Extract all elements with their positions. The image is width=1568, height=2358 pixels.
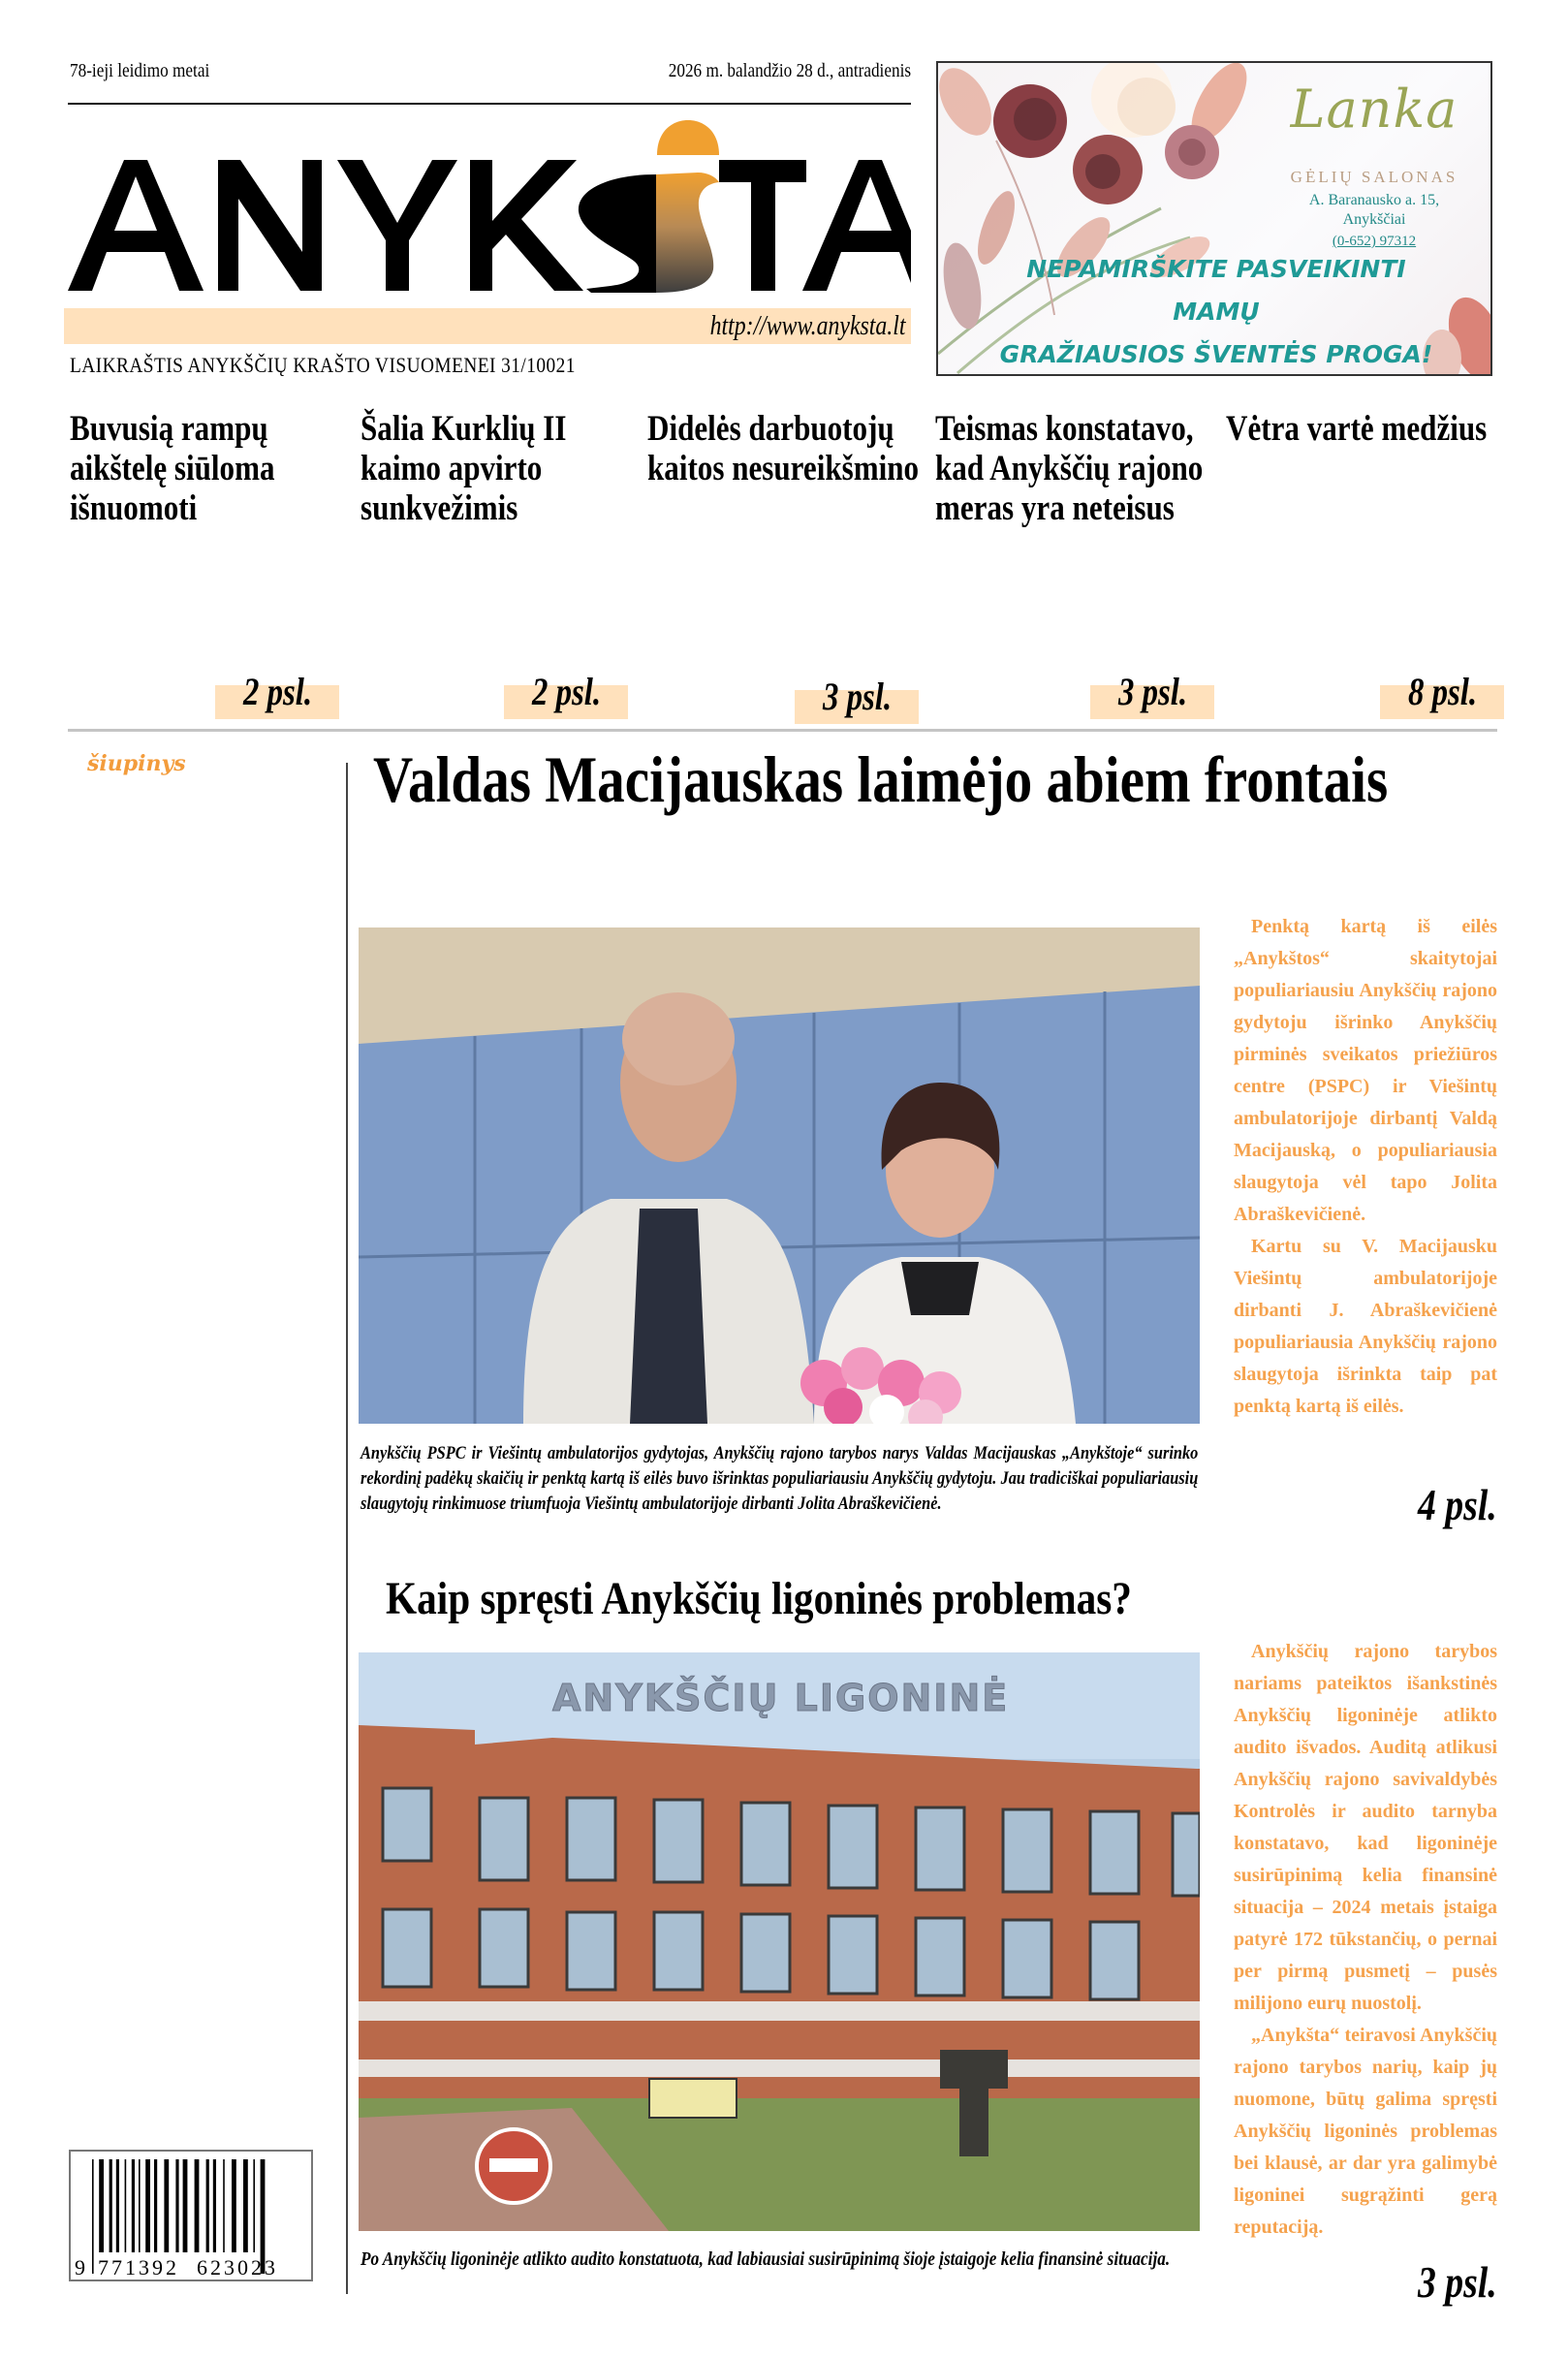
teaser-page-ref[interactable] xyxy=(1090,669,1214,717)
ad-address-street: A. Baranausko a. 15, xyxy=(1308,192,1440,208)
section-label[interactable]: šiupinys xyxy=(87,751,186,776)
barcode-digits-left: 771392 xyxy=(98,2255,179,2279)
barcode-digit-prefix: 9 xyxy=(75,2255,85,2279)
intro-paragraph: Kartu su V. Macijausku Viešintų ambulatorijoje dirbanti J. Abraškevičienė populiariausia Anykščių rajono slaugytoja išrinkta taip pat penktą kartą iš eilės. xyxy=(1234,1236,1497,1417)
barcode-digits-right: 623023 xyxy=(197,2255,278,2279)
barcode-bar xyxy=(223,2159,225,2252)
page-ref-text[interactable]: 2 psl. xyxy=(243,670,313,713)
teaser-headline[interactable] xyxy=(647,409,928,488)
teaser-headline[interactable] xyxy=(935,409,1216,528)
article-page-ref-text[interactable]: 3 psl. xyxy=(1418,2257,1497,2307)
barcode-bar xyxy=(99,2159,104,2252)
teaser-headline[interactable] xyxy=(70,409,351,528)
hospital-photo-image xyxy=(359,1652,1200,2231)
barcode-bar xyxy=(232,2159,236,2252)
website-bar xyxy=(64,308,911,344)
column-divider xyxy=(346,763,348,2294)
issue-date xyxy=(620,60,911,82)
ad-slogan-line2: MAMŲ xyxy=(1173,298,1260,326)
photo-caption xyxy=(361,2245,1200,2275)
page-ref-text[interactable]: 3 psl. xyxy=(823,675,893,718)
teaser-page-ref[interactable] xyxy=(215,669,339,717)
barcode-bar xyxy=(154,2159,157,2252)
newspaper-tagline: LAIKRAŠTIS ANYKŠČIŲ KRAŠTO VISUOMENEI 31/10021 xyxy=(70,353,576,377)
teaser-page-ref[interactable] xyxy=(795,674,919,722)
website-link-text[interactable]: http://www.anyksta.lt xyxy=(709,311,905,341)
article-page-ref[interactable] xyxy=(1400,2256,1497,2308)
header-rule xyxy=(68,103,911,105)
teaser-title[interactable]: Didelės darbuotojų kaitos nesureikšmino xyxy=(647,409,920,488)
teaser-page-ref[interactable] xyxy=(1380,669,1504,717)
barcode-bar xyxy=(110,2159,112,2252)
lead-article-title-text[interactable]: Valdas Macijauskas laimėjo abiem frontais xyxy=(373,742,1389,816)
doctors-photo-image xyxy=(359,927,1200,1424)
teaser-page-ref[interactable] xyxy=(504,669,628,717)
barcode-bar xyxy=(206,2159,209,2252)
photo-caption-text: Anykščių PSPC ir Viešintų ambulatorijos gydytojas, Anykščių rajono tarybos narys Valdas Macijauskas „Anykštoje“ surinko rekordinį padėkų skaičių ir penktą kartą iš eilės buvo išrinktas populiariausiu Anykščių gydytoju. Jau tradiciškai populiariausių slaugytojų rinkimuose triumfuoja Viešintų ambulatorijoje dirbanti Jolita Abraškevičienė. xyxy=(361,1443,1199,1514)
barcode-bar xyxy=(132,2159,135,2252)
intro-paragraph: „Anykšta“ teiravosi Anykščių rajono tarybos narių, kaip jų nuomone, būtų galima spręsti Anykščių ligoninės problemas bei klausė, ar dar yra galimybė ligoninei sugrąžinti gerą reputaciją. xyxy=(1234,2025,1497,2238)
page-ref-text[interactable]: 8 psl. xyxy=(1408,670,1478,713)
section-divider xyxy=(68,729,1497,732)
page-ref-text[interactable]: 3 psl. xyxy=(1118,670,1188,713)
teaser-headline[interactable] xyxy=(1226,409,1507,449)
teaser-title[interactable]: Vėtra vartė medžius xyxy=(1226,409,1488,449)
photo-caption-text: Po Anykščių ligoninėje atlikto audito konstatuota, kad labiausiai susirūpinimą šioje įstaigoje kelia finansinė situacija. xyxy=(361,2248,1171,2270)
flower-shop-ad[interactable] xyxy=(936,61,1492,376)
ad-phone-link[interactable]: (0-652) 97312 xyxy=(1332,234,1417,249)
barcode-bar xyxy=(195,2159,200,2252)
barcode xyxy=(69,2150,313,2281)
website-link[interactable] xyxy=(675,311,905,342)
photo-caption xyxy=(361,1441,1200,1517)
ad-slogan-line3: GRAŽIAUSIOS ŠVENTĖS PROGA! xyxy=(999,340,1433,368)
ad-address xyxy=(1258,191,1490,230)
ad-subtitle: GĖLIŲ SALONAS xyxy=(1290,168,1458,186)
teaser-title[interactable]: Buvusią rampų aikštelę siūloma išnuomoti xyxy=(70,409,275,528)
barcode-bar xyxy=(92,2159,94,2274)
lead-article-title[interactable] xyxy=(373,737,1497,822)
barcode-bar xyxy=(145,2159,150,2252)
second-article-title-text[interactable]: Kaip spręsti Anykščių ligoninės problemas? xyxy=(386,1573,1132,1624)
lead-article-intro xyxy=(1234,911,1497,1423)
barcode-bar xyxy=(125,2159,127,2252)
barcode-bar xyxy=(116,2159,119,2252)
hospital-photo xyxy=(359,1652,1200,2231)
ad-brand-name: Lanka xyxy=(1290,79,1458,140)
intro-paragraph: Penktą kartą iš eilės „Anykštos“ skaitytojai populiariausiu Anykščių rajono gydytoju išrinko Anykščių pirminės sveikatos priežiūros centre (PSPC) ir Viešintų ambulatorijoje dirbantį Valdą Macijauską, o populiariausia slaugytoja vėl tapo Jolita Abraškevičienė. xyxy=(1234,916,1497,1225)
teaser-title[interactable]: Teismas konstatavo, kad Anykščių rajono meras yra neteisus xyxy=(935,409,1204,528)
article-page-ref-text[interactable]: 4 psl. xyxy=(1418,1480,1497,1529)
hospital-sign: ANYKŠČIŲ LIGONINĖ xyxy=(552,1677,1010,1719)
barcode-image xyxy=(71,2152,311,2279)
barcode-bar xyxy=(183,2159,188,2252)
barcode-bar xyxy=(139,2159,141,2252)
second-article-title[interactable] xyxy=(386,1572,1253,1625)
barcode-bar xyxy=(243,2159,248,2252)
barcode-bar xyxy=(175,2159,178,2252)
page-ref-text[interactable]: 2 psl. xyxy=(532,670,602,713)
issue-date-text: 2026 m. balandžio 28 d., antradienis xyxy=(668,60,911,81)
doctors-photo xyxy=(359,927,1200,1424)
barcode-bar xyxy=(213,2159,216,2252)
teaser-title[interactable]: Šalia Kurklių II kaimo apvirto sunkvežimis xyxy=(361,409,567,528)
barcode-bar xyxy=(164,2159,169,2252)
article-page-ref[interactable] xyxy=(1400,1479,1497,1530)
edition-year: 78-ieji leidimo metai xyxy=(70,60,210,81)
teaser-headline[interactable] xyxy=(361,409,642,528)
ad-address-city: Anykščiai xyxy=(1342,211,1406,228)
second-article-intro xyxy=(1234,1636,1497,2244)
logo-wordmark xyxy=(68,116,911,296)
ad-slogan-line1: NEPAMIRŠKITE PASVEIKINTI xyxy=(1026,255,1406,283)
intro-paragraph: Anykščių rajono tarybos nariams pateiktos išankstinės Anykščių ligoninėje atlikto audito išvados. Auditą atlikusi Anykščių rajono savivaldybės Kontrolės ir audito tarnyba konstatavo, kad ligoninėje susirūpinimą kelia finansinė situacija – 2024 metais įstaiga patyrė 172 tūkstančių, o pernai per pirmą pusmetį – pusės milijono eurų nuostolį. xyxy=(1234,1641,1497,2014)
newspaper-logo[interactable] xyxy=(68,116,911,296)
barcode-bar xyxy=(253,2159,255,2252)
